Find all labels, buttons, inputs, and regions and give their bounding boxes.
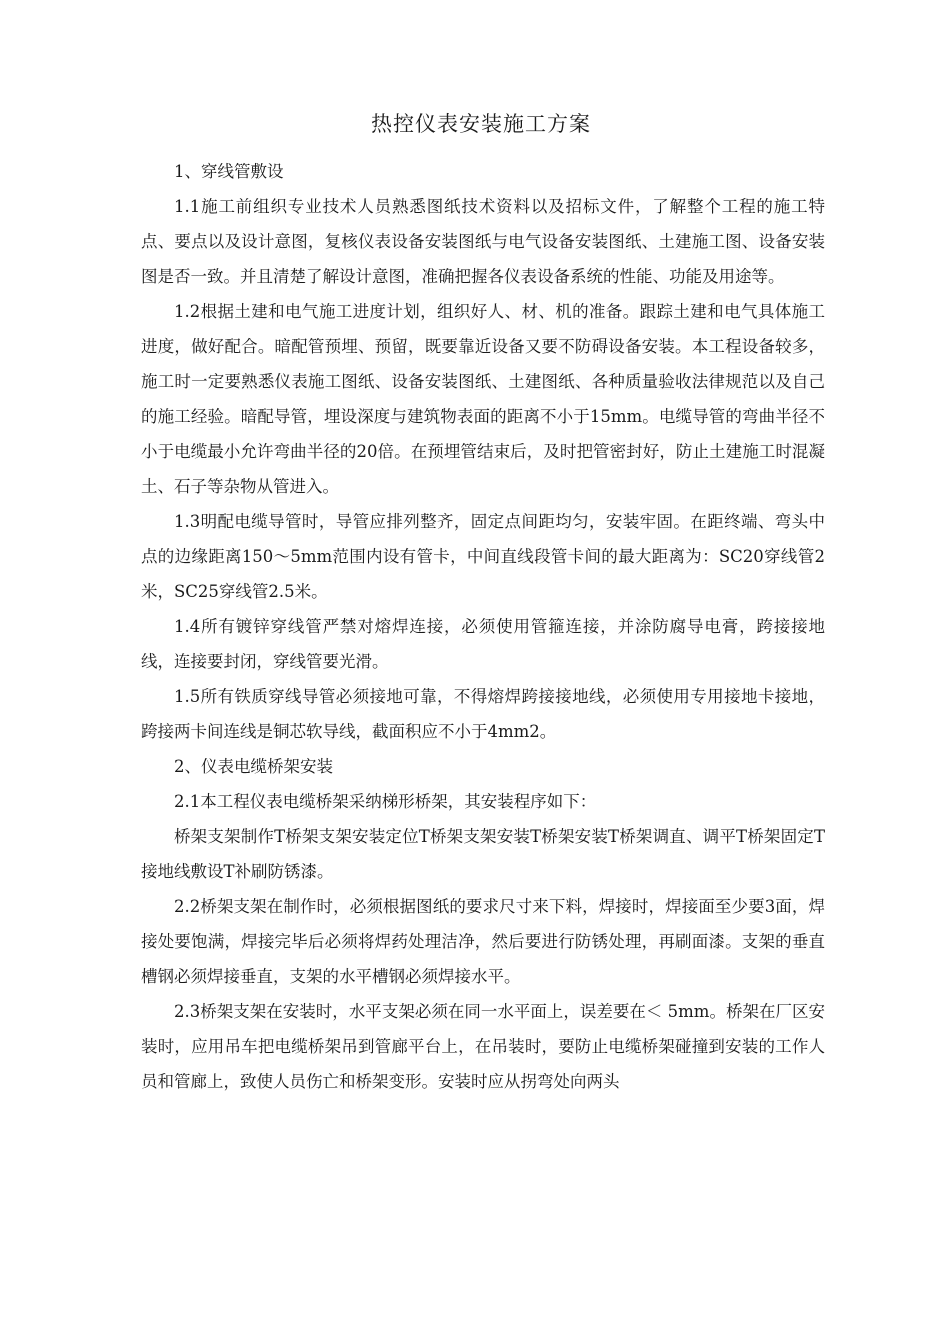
paragraph-1-2: 1.2根据土建和电气施工进度计划，组织好人、材、机的准备。跟踪土建和电气具体施工进度，做好配合。暗配管预埋、预留，既要靠近设备又要不防碍设备安装。本工程设备较多，施工时一定要熟悉仪表施工图纸、设备安装图纸、土建图纸、各种质量验收法律规范以及自己的施工经验。暗配导管，埋设深度与建筑物表面的距离不小于15mm。电缆导管的弯曲半径不小于电缆最小允许弯曲半径的20倍。在预埋管结束后，及时把管密封好，防止土建施工时混凝土、石子等杂物从管进入。 <box>141 302 825 496</box>
section-heading-2: 2、仪表电缆桥架安装 <box>174 757 333 776</box>
paragraph-1-3: 1.3明配电缆导管时，导管应排列整齐，固定点间距均匀，安装牢固。在距终端、弯头中点的边缘距离150〜5mm范围内设有管卡，中间直线段管卡间的最大距离为：SC20穿线管2米，SC25穿线管2.5米。 <box>141 512 825 601</box>
paragraph-2-2: 2.2桥架支架在制作时，必须根据图纸的要求尺寸来下料，焊接时，焊接面至少要3面，焊接处要饱满，焊接完毕后必须将焊药处理洁净，然后要进行防锈处理，再刷面漆。支架的垂直槽钢必须焊接垂直，支架的水平槽钢必须焊接水平。 <box>141 897 825 986</box>
paragraph-1-5: 1.5所有铁质穿线导管必须接地可靠，不得熔焊跨接接地线，必须使用专用接地卡接地，跨接两卡间连线是铜芯软导线，截面积应不小于4mm2。 <box>141 687 825 741</box>
paragraph-2-1: 2.1本工程仪表电缆桥架采纳梯形桥架，其安装程序如下： <box>174 792 597 811</box>
paragraph-1-1: 1.1施工前组织专业技术人员熟悉图纸技术资料以及招标文件，了解整个工程的施工特点、要点以及设计意图，复核仪表设备安装图纸与电气设备安装图纸、土建施工图、设备安装图是否一致。并且清楚了解设计意图，准确把握各仪表设备系统的性能、功能及用途等。 <box>141 197 825 286</box>
section-heading-1: 1、穿线管敷设 <box>174 162 284 181</box>
paragraph-2-3: 2.3桥架支架在安装时，水平支架必须在同一水平面上，误差要在＜ 5mm。桥架在厂区安装时，应用吊车把电缆桥架吊到管廊平台上，在吊装时，要防止电缆桥架碰撞到安装的工作人员和管廊上，致使人员伤亡和桥架变形。安装时应从拐弯处向两头 <box>141 1002 825 1091</box>
paragraph-procedure: 桥架支架制作T桥架支架安装定位T桥架支架安装T桥架安装T桥架调直、调平T桥架固定T接地线敷设T补刷防锈漆。 <box>141 827 825 881</box>
document-body <box>141 154 825 1099</box>
document-title: 热控仪表安装施工方案 <box>371 112 591 136</box>
paragraph-1-4: 1.4所有镀锌穿线管严禁对熔焊连接，必须使用管箍连接，并涂防腐导电膏，跨接接地线，连接要封闭，穿线管要光滑。 <box>141 617 825 671</box>
